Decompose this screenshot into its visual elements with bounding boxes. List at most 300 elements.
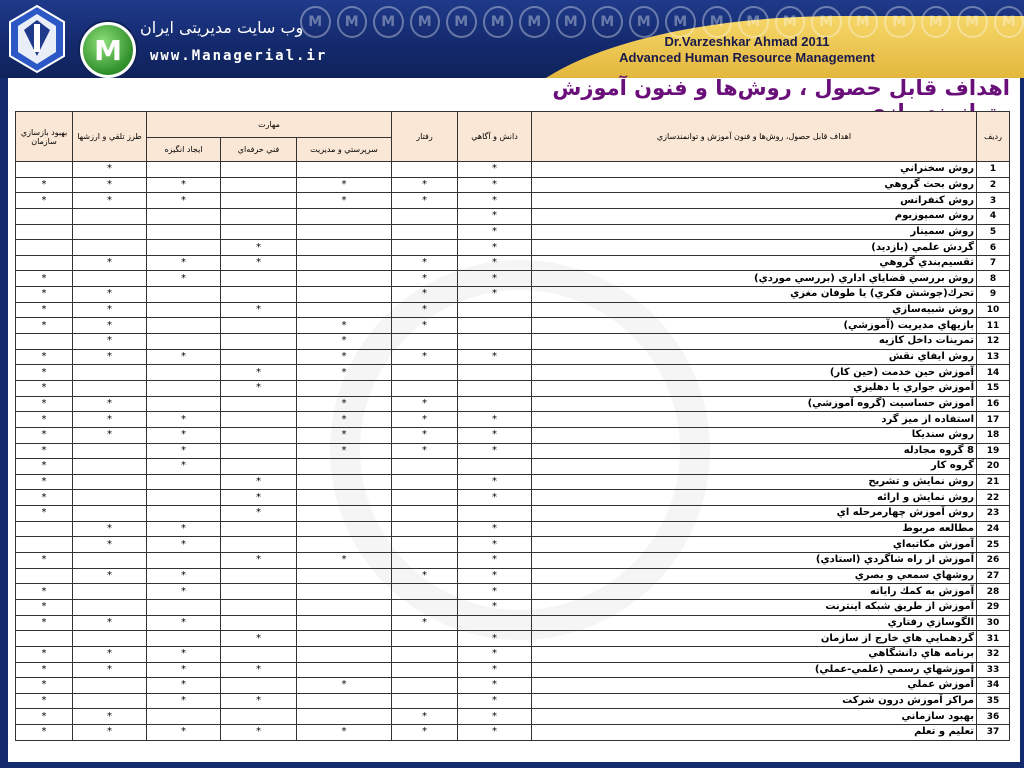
- header-skill-supervision: سرپرستي و مديريت: [297, 138, 392, 162]
- mark-org-improvement: *: [16, 584, 73, 600]
- mark-attitude: [73, 224, 147, 240]
- row-number: 2: [977, 177, 1010, 193]
- row-number: 27: [977, 568, 1010, 584]
- row-number: 21: [977, 474, 1010, 490]
- mark-attitude: *: [73, 662, 147, 678]
- mark-skill-supervision: [297, 615, 392, 631]
- mark-attitude: *: [73, 568, 147, 584]
- mark-skill-supervision: [297, 646, 392, 662]
- mark-skill-supervision: [297, 584, 392, 600]
- mark-skill-supervision: [297, 287, 392, 303]
- mark-behavior: [392, 490, 458, 506]
- mark-skill-supervision: *: [297, 678, 392, 694]
- mark-attitude: [73, 365, 147, 381]
- mark-behavior: [392, 506, 458, 522]
- mark-skill-supervision: *: [297, 177, 392, 193]
- mark-skill-professional: [221, 709, 297, 725]
- mark-skill-professional: [221, 193, 297, 209]
- mark-skill-motivation: [147, 162, 221, 178]
- mark-behavior: [392, 459, 458, 475]
- mark-org-improvement: [16, 255, 73, 271]
- bottom-frame: [0, 762, 1024, 768]
- mark-org-improvement: *: [16, 646, 73, 662]
- mark-skill-professional: [221, 271, 297, 287]
- mark-behavior: [392, 224, 458, 240]
- mark-skill-motivation: [147, 334, 221, 350]
- header-row-no: رديف: [977, 112, 1010, 162]
- mark-skill-professional: [221, 287, 297, 303]
- mark-attitude: *: [73, 725, 147, 741]
- mark-org-improvement: *: [16, 506, 73, 522]
- mark-skill-supervision: *: [297, 396, 392, 412]
- mark-knowledge: *: [458, 662, 532, 678]
- mark-knowledge: [458, 365, 532, 381]
- page-title: اهداف قابل حصول ، روش‌ها و فنون آموزش: [552, 76, 1010, 100]
- header-method: اهداف قابل حصول، روش‌ها و فنون آموزش و توانمندسازي: [532, 112, 977, 162]
- mark-knowledge: *: [458, 725, 532, 741]
- mark-attitude: [73, 678, 147, 694]
- mark-behavior: *: [392, 177, 458, 193]
- mark-skill-motivation: *: [147, 443, 221, 459]
- mark-skill-professional: [221, 177, 297, 193]
- mark-attitude: [73, 240, 147, 256]
- mark-knowledge: *: [458, 568, 532, 584]
- table-row: [16, 255, 1010, 271]
- course-name: Advanced Human Resource Management: [619, 50, 875, 65]
- mark-knowledge: [458, 318, 532, 334]
- mark-behavior: [392, 662, 458, 678]
- mark-skill-supervision: [297, 271, 392, 287]
- row-number: 34: [977, 678, 1010, 694]
- mark-behavior: [392, 380, 458, 396]
- mark-knowledge: *: [458, 490, 532, 506]
- header-org-improvement: بهبود بازسازي سازمان: [16, 112, 73, 162]
- methods-table-body: [16, 162, 1010, 741]
- mark-knowledge: *: [458, 208, 532, 224]
- mark-knowledge: *: [458, 631, 532, 647]
- mark-skill-professional: *: [221, 725, 297, 741]
- author-block: [612, 34, 882, 66]
- mark-knowledge: *: [458, 584, 532, 600]
- mark-attitude: [73, 693, 147, 709]
- mark-behavior: *: [392, 615, 458, 631]
- row-number: 3: [977, 193, 1010, 209]
- mark-skill-supervision: [297, 162, 392, 178]
- row-number: 18: [977, 427, 1010, 443]
- mark-behavior: *: [392, 725, 458, 741]
- table-row: [16, 646, 1010, 662]
- mark-skill-professional: [221, 678, 297, 694]
- row-number: 35: [977, 693, 1010, 709]
- mark-skill-professional: [221, 318, 297, 334]
- mark-org-improvement: *: [16, 287, 73, 303]
- mark-attitude: *: [73, 412, 147, 428]
- mark-org-improvement: *: [16, 318, 73, 334]
- mark-behavior: [392, 162, 458, 178]
- table-row: [16, 584, 1010, 600]
- table-row: [16, 521, 1010, 537]
- row-number: 32: [977, 646, 1010, 662]
- header-behavior: رفتار: [392, 112, 458, 162]
- mark-skill-motivation: *: [147, 271, 221, 287]
- mark-skill-professional: [221, 396, 297, 412]
- table-row: [16, 271, 1010, 287]
- mark-skill-professional: [221, 584, 297, 600]
- mark-knowledge: *: [458, 349, 532, 365]
- methods-table-wrapper: [15, 111, 1009, 741]
- mark-skill-motivation: *: [147, 678, 221, 694]
- row-number: 36: [977, 709, 1010, 725]
- mark-org-improvement: *: [16, 443, 73, 459]
- mark-knowledge: *: [458, 271, 532, 287]
- mark-attitude: [73, 506, 147, 522]
- mark-behavior: [392, 678, 458, 694]
- mark-behavior: *: [392, 287, 458, 303]
- mark-skill-supervision: [297, 599, 392, 615]
- row-number: 7: [977, 255, 1010, 271]
- mark-skill-motivation: *: [147, 177, 221, 193]
- mark-attitude: [73, 380, 147, 396]
- method-name: روش شبيه‌سازي: [532, 302, 977, 318]
- mark-attitude: *: [73, 255, 147, 271]
- mark-skill-motivation: [147, 240, 221, 256]
- row-number: 11: [977, 318, 1010, 334]
- mark-skill-professional: [221, 162, 297, 178]
- mark-skill-motivation: *: [147, 662, 221, 678]
- row-number: 5: [977, 224, 1010, 240]
- table-row: [16, 693, 1010, 709]
- row-number: 19: [977, 443, 1010, 459]
- method-name: روش نمايش و تشريح: [532, 474, 977, 490]
- mark-knowledge: [458, 459, 532, 475]
- mark-org-improvement: *: [16, 349, 73, 365]
- mark-org-improvement: *: [16, 302, 73, 318]
- mark-skill-motivation: *: [147, 646, 221, 662]
- mark-skill-supervision: [297, 506, 392, 522]
- row-number: 8: [977, 271, 1010, 287]
- method-name: بازيهاي مديريت (آموزشي): [532, 318, 977, 334]
- mark-knowledge: *: [458, 224, 532, 240]
- table-row: [16, 678, 1010, 694]
- mark-knowledge: *: [458, 709, 532, 725]
- header-skill: مهارت: [147, 112, 392, 138]
- row-number: 28: [977, 584, 1010, 600]
- method-name: روش ايفاي نقش: [532, 349, 977, 365]
- azad-university-logo-icon: [8, 4, 66, 74]
- table-row: [16, 662, 1010, 678]
- mark-skill-professional: *: [221, 474, 297, 490]
- mark-knowledge: *: [458, 193, 532, 209]
- row-number: 30: [977, 615, 1010, 631]
- table-row: [16, 599, 1010, 615]
- table-row: [16, 443, 1010, 459]
- mark-knowledge: *: [458, 474, 532, 490]
- table-row: [16, 709, 1010, 725]
- row-number: 31: [977, 631, 1010, 647]
- header-banner: [0, 0, 1024, 78]
- mark-skill-professional: *: [221, 240, 297, 256]
- mark-skill-motivation: [147, 553, 221, 569]
- mark-behavior: *: [392, 271, 458, 287]
- method-name: آموزش حين خدمت (حين كار): [532, 365, 977, 381]
- table-row: [16, 537, 1010, 553]
- mark-attitude: [73, 490, 147, 506]
- mark-skill-supervision: [297, 709, 392, 725]
- mark-skill-supervision: [297, 302, 392, 318]
- mark-org-improvement: *: [16, 459, 73, 475]
- mark-behavior: [392, 646, 458, 662]
- mark-org-improvement: [16, 162, 73, 178]
- mark-skill-supervision: [297, 240, 392, 256]
- managerial-m-logo: M: [80, 22, 136, 78]
- row-number: 15: [977, 380, 1010, 396]
- mark-org-improvement: *: [16, 615, 73, 631]
- mark-attitude: *: [73, 349, 147, 365]
- mark-behavior: *: [392, 396, 458, 412]
- row-number: 17: [977, 412, 1010, 428]
- mark-attitude: *: [73, 537, 147, 553]
- site-name-fa: وب سایت مدیریتی ایران: [140, 18, 304, 37]
- method-name: روش آموزش چهارمرحله اي: [532, 506, 977, 522]
- table-row: [16, 553, 1010, 569]
- mark-skill-supervision: [297, 490, 392, 506]
- site-url[interactable]: www.Managerial.ir: [150, 48, 328, 64]
- mark-skill-motivation: [147, 208, 221, 224]
- table-row: [16, 380, 1010, 396]
- mark-org-improvement: *: [16, 427, 73, 443]
- mark-attitude: [73, 631, 147, 647]
- method-name: آموزشهاي رسمي (علمي-عملي): [532, 662, 977, 678]
- mark-behavior: [392, 334, 458, 350]
- mark-skill-motivation: *: [147, 193, 221, 209]
- mark-skill-supervision: *: [297, 193, 392, 209]
- mark-behavior: [392, 208, 458, 224]
- row-number: 4: [977, 208, 1010, 224]
- mark-skill-motivation: [147, 302, 221, 318]
- mark-behavior: *: [392, 302, 458, 318]
- mark-skill-professional: *: [221, 365, 297, 381]
- mark-org-improvement: *: [16, 553, 73, 569]
- mark-attitude: *: [73, 318, 147, 334]
- method-name: روشهاي سمعي و بصري: [532, 568, 977, 584]
- method-name: گردش علمي (بازديد): [532, 240, 977, 256]
- mark-skill-supervision: *: [297, 443, 392, 459]
- table-row: [16, 396, 1010, 412]
- mark-skill-supervision: *: [297, 553, 392, 569]
- method-name: گردهمايي هاي خارج از سازمان: [532, 631, 977, 647]
- mark-skill-professional: [221, 568, 297, 584]
- mark-knowledge: [458, 506, 532, 522]
- mark-skill-motivation: [147, 709, 221, 725]
- table-row: [16, 459, 1010, 475]
- mark-org-improvement: *: [16, 678, 73, 694]
- row-number: 9: [977, 287, 1010, 303]
- mark-knowledge: [458, 302, 532, 318]
- mark-behavior: [392, 474, 458, 490]
- mark-skill-professional: *: [221, 662, 297, 678]
- method-name: بهبود سازماني: [532, 709, 977, 725]
- method-name: روش كنفرانس: [532, 193, 977, 209]
- mark-org-improvement: *: [16, 177, 73, 193]
- table-row: [16, 334, 1010, 350]
- mark-skill-motivation: [147, 396, 221, 412]
- mark-skill-supervision: *: [297, 318, 392, 334]
- mark-behavior: [392, 553, 458, 569]
- mark-attitude: *: [73, 427, 147, 443]
- mark-org-improvement: *: [16, 474, 73, 490]
- mark-org-improvement: *: [16, 709, 73, 725]
- mark-attitude: *: [73, 162, 147, 178]
- mark-knowledge: [458, 334, 532, 350]
- table-row: [16, 349, 1010, 365]
- mark-skill-professional: *: [221, 693, 297, 709]
- mark-skill-supervision: [297, 459, 392, 475]
- mark-skill-motivation: [147, 224, 221, 240]
- mark-behavior: *: [392, 255, 458, 271]
- mark-skill-supervision: *: [297, 365, 392, 381]
- mark-skill-professional: [221, 443, 297, 459]
- author-name: Dr.Varzeshkar Ahmad 2011: [664, 34, 830, 49]
- table-row: [16, 208, 1010, 224]
- mark-org-improvement: *: [16, 365, 73, 381]
- mark-skill-supervision: [297, 631, 392, 647]
- mark-skill-motivation: *: [147, 725, 221, 741]
- mark-skill-professional: *: [221, 553, 297, 569]
- mark-skill-motivation: *: [147, 615, 221, 631]
- table-row: [16, 631, 1010, 647]
- mark-skill-professional: [221, 646, 297, 662]
- mark-skill-supervision: *: [297, 349, 392, 365]
- mark-skill-professional: [221, 349, 297, 365]
- banner-pattern: M M M M M M M M M M M M M M M M M M M M: [300, 6, 1024, 46]
- mark-org-improvement: *: [16, 412, 73, 428]
- mark-knowledge: *: [458, 255, 532, 271]
- mark-skill-professional: *: [221, 506, 297, 522]
- mark-skill-motivation: [147, 474, 221, 490]
- methods-table: [15, 111, 1010, 741]
- method-name: استفاده از ميز گرد: [532, 412, 977, 428]
- mark-skill-supervision: [297, 255, 392, 271]
- method-name: گروه كار: [532, 459, 977, 475]
- mark-org-improvement: *: [16, 693, 73, 709]
- mark-skill-professional: [221, 615, 297, 631]
- method-name: آموزش از طريق شبكه اينترنت: [532, 599, 977, 615]
- mark-skill-supervision: [297, 537, 392, 553]
- mark-attitude: [73, 443, 147, 459]
- row-number: 10: [977, 302, 1010, 318]
- mark-skill-professional: *: [221, 380, 297, 396]
- mark-org-improvement: [16, 208, 73, 224]
- table-row: [16, 302, 1010, 318]
- mark-knowledge: *: [458, 240, 532, 256]
- mark-org-improvement: [16, 521, 73, 537]
- mark-attitude: *: [73, 302, 147, 318]
- method-name: آموزش مكاتبه‌اي: [532, 537, 977, 553]
- table-row: [16, 568, 1010, 584]
- table-row: [16, 427, 1010, 443]
- method-name: 8 گروه مجادله: [532, 443, 977, 459]
- mark-skill-supervision: [297, 380, 392, 396]
- mark-skill-professional: *: [221, 631, 297, 647]
- mark-behavior: [392, 365, 458, 381]
- method-name: آموزش جواري يا دهليزي: [532, 380, 977, 396]
- mark-knowledge: *: [458, 678, 532, 694]
- mark-skill-professional: [221, 208, 297, 224]
- mark-org-improvement: [16, 537, 73, 553]
- mark-skill-professional: [221, 537, 297, 553]
- mark-knowledge: *: [458, 177, 532, 193]
- mark-org-improvement: [16, 568, 73, 584]
- mark-attitude: *: [73, 334, 147, 350]
- mark-skill-supervision: [297, 474, 392, 490]
- mark-skill-supervision: [297, 568, 392, 584]
- mark-skill-motivation: *: [147, 521, 221, 537]
- mark-org-improvement: *: [16, 380, 73, 396]
- mark-skill-professional: [221, 521, 297, 537]
- row-number: 24: [977, 521, 1010, 537]
- method-name: روش بررسي قضاياي اداري (بررسي موردي): [532, 271, 977, 287]
- mark-knowledge: *: [458, 693, 532, 709]
- mark-knowledge: *: [458, 287, 532, 303]
- mark-skill-motivation: [147, 365, 221, 381]
- mark-attitude: [73, 459, 147, 475]
- left-frame: [0, 78, 8, 768]
- row-number: 6: [977, 240, 1010, 256]
- right-frame: [1020, 78, 1024, 768]
- method-name: آموزش حساسيت (گروه آموزشي): [532, 396, 977, 412]
- mark-skill-professional: [221, 224, 297, 240]
- mark-org-improvement: *: [16, 271, 73, 287]
- mark-skill-supervision: [297, 521, 392, 537]
- header-attitude: طرز تلقي و ارزشها: [73, 112, 147, 162]
- mark-org-improvement: [16, 224, 73, 240]
- method-name: روش سمينار: [532, 224, 977, 240]
- mark-skill-supervision: [297, 224, 392, 240]
- mark-skill-motivation: *: [147, 584, 221, 600]
- mark-behavior: [392, 584, 458, 600]
- mark-behavior: [392, 240, 458, 256]
- mark-behavior: [392, 599, 458, 615]
- table-row: [16, 725, 1010, 741]
- method-name: تقسيم‌بندي گروهي: [532, 255, 977, 271]
- mark-skill-supervision: *: [297, 412, 392, 428]
- mark-attitude: *: [73, 615, 147, 631]
- table-row: [16, 615, 1010, 631]
- mark-skill-supervision: [297, 208, 392, 224]
- mark-knowledge: *: [458, 553, 532, 569]
- mark-skill-motivation: *: [147, 412, 221, 428]
- mark-attitude: [73, 474, 147, 490]
- mark-skill-motivation: *: [147, 693, 221, 709]
- table-row: [16, 412, 1010, 428]
- mark-behavior: *: [392, 412, 458, 428]
- mark-behavior: *: [392, 443, 458, 459]
- mark-org-improvement: *: [16, 599, 73, 615]
- mark-attitude: *: [73, 521, 147, 537]
- mark-attitude: [73, 208, 147, 224]
- mark-behavior: [392, 521, 458, 537]
- mark-attitude: *: [73, 177, 147, 193]
- mark-attitude: *: [73, 193, 147, 209]
- row-number: 25: [977, 537, 1010, 553]
- mark-attitude: *: [73, 646, 147, 662]
- mark-behavior: *: [392, 193, 458, 209]
- mark-behavior: *: [392, 709, 458, 725]
- mark-org-improvement: *: [16, 396, 73, 412]
- mark-skill-supervision: [297, 662, 392, 678]
- mark-knowledge: *: [458, 427, 532, 443]
- mark-skill-professional: [221, 459, 297, 475]
